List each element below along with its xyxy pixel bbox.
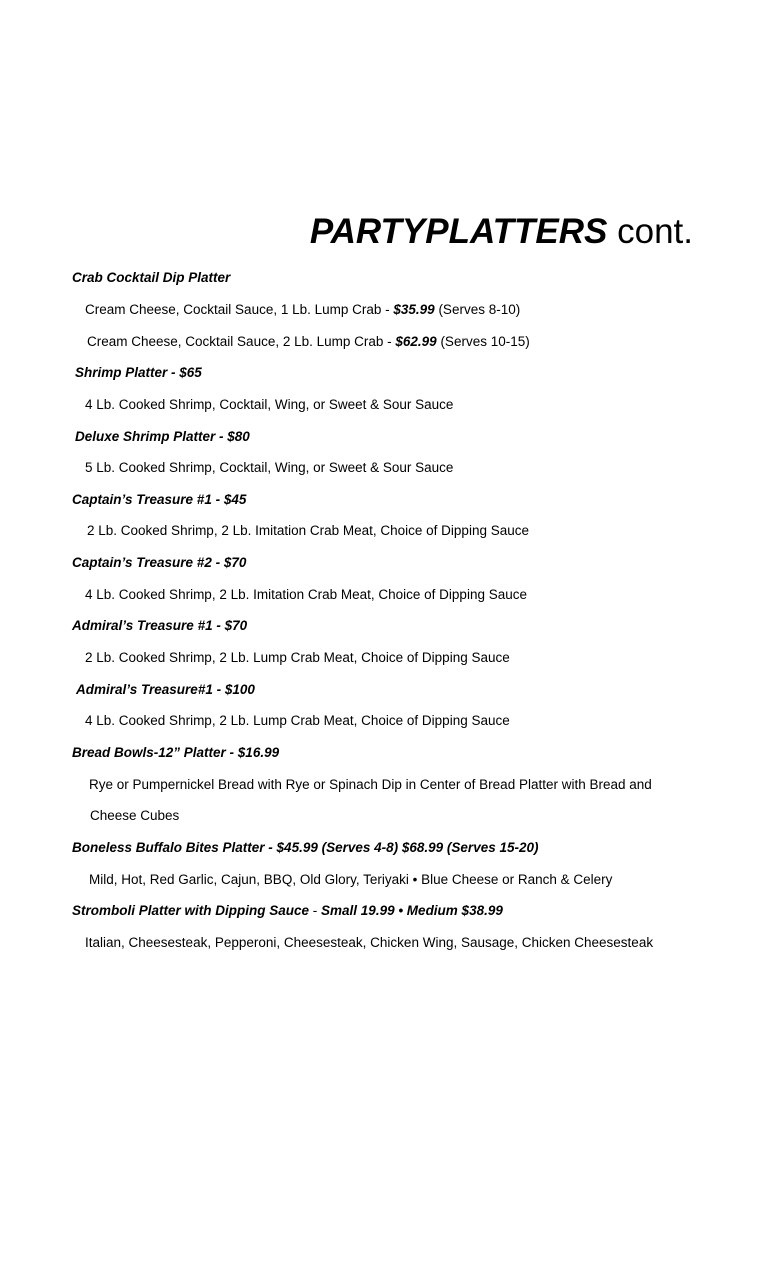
stromboli-heading-sep: - xyxy=(309,903,322,918)
page-title-main: PARTYPLATTERS xyxy=(309,212,608,251)
captains-treasure-1-description: 2 Lb. Cooked Shrimp, 2 Lb. Imitation Crab Meat, Choice of Dipping Sauce xyxy=(87,523,529,538)
deluxe-shrimp-heading: Deluxe Shrimp Platter - $80 xyxy=(75,429,250,444)
captains-treasure-2-description: 4 Lb. Cooked Shrimp, 2 Lb. Imitation Crab Meat, Choice of Dipping Sauce xyxy=(85,587,527,602)
crab-option-2-serves: (Serves 10-15) xyxy=(436,334,530,349)
admirals-treasure-2-heading: Admiral’s Treasure#1 - $100 xyxy=(76,682,255,697)
shrimp-platter-description: 4 Lb. Cooked Shrimp, Cocktail, Wing, or Sweet & Sour Sauce xyxy=(85,397,454,412)
stromboli-heading-name: Stromboli Platter with Dipping Sauce xyxy=(72,903,310,918)
buffalo-bites-heading: Boneless Buffalo Bites Platter - $45.99 (Serves 4-8) $68.99 (Serves 15-20) xyxy=(72,840,539,855)
bread-bowls-description-line-1: Rye or Pumpernickel Bread with Rye or Spinach Dip in Center of Bread Platter with Bread and xyxy=(89,777,652,792)
stromboli-description: Italian, Cheesesteak, Pepperoni, Cheesesteak, Chicken Wing, Sausage, Chicken Cheesesteak xyxy=(85,935,654,950)
crab-option-1-serves: (Serves 8-10) xyxy=(434,302,521,317)
bread-bowls-description-line-2: Cheese Cubes xyxy=(90,808,180,823)
crab-option-1-text: Cream Cheese, Cocktail Sauce, 1 Lb. Lump Crab - xyxy=(85,302,394,317)
crab-option-2-price: $62.99 xyxy=(395,334,437,349)
crab-cocktail-option-2 xyxy=(87,333,530,351)
admirals-treasure-1-description: 2 Lb. Cooked Shrimp, 2 Lb. Lump Crab Meat, Choice of Dipping Sauce xyxy=(85,650,510,665)
captains-treasure-1-heading: Captain’s Treasure #1 - $45 xyxy=(72,492,247,507)
page-title-suffix: cont. xyxy=(607,212,693,251)
admirals-treasure-2-description: 4 Lb. Cooked Shrimp, 2 Lb. Lump Crab Meat, Choice of Dipping Sauce xyxy=(85,713,510,728)
crab-cocktail-heading: Crab Cocktail Dip Platter xyxy=(72,270,231,285)
shrimp-platter-heading: Shrimp Platter - $65 xyxy=(75,365,202,380)
bread-bowls-heading: Bread Bowls-12” Platter - $16.99 xyxy=(72,745,280,760)
admirals-treasure-1-heading: Admiral’s Treasure #1 - $70 xyxy=(72,618,248,633)
stromboli-heading-prices: Small 19.99 • Medium $38.99 xyxy=(321,903,503,918)
captains-treasure-2-heading: Captain’s Treasure #2 - $70 xyxy=(72,555,247,570)
crab-cocktail-option-1 xyxy=(85,301,520,319)
deluxe-shrimp-description: 5 Lb. Cooked Shrimp, Cocktail, Wing, or Sweet & Sour Sauce xyxy=(85,460,454,475)
page-title xyxy=(310,210,693,254)
crab-option-2-text: Cream Cheese, Cocktail Sauce, 2 Lb. Lump Crab - xyxy=(87,334,396,349)
buffalo-bites-description: Mild, Hot, Red Garlic, Cajun, BBQ, Old Glory, Teriyaki • Blue Cheese or Ranch & Celery xyxy=(89,872,613,887)
crab-option-1-price: $35.99 xyxy=(393,302,435,317)
stromboli-heading xyxy=(72,902,503,920)
